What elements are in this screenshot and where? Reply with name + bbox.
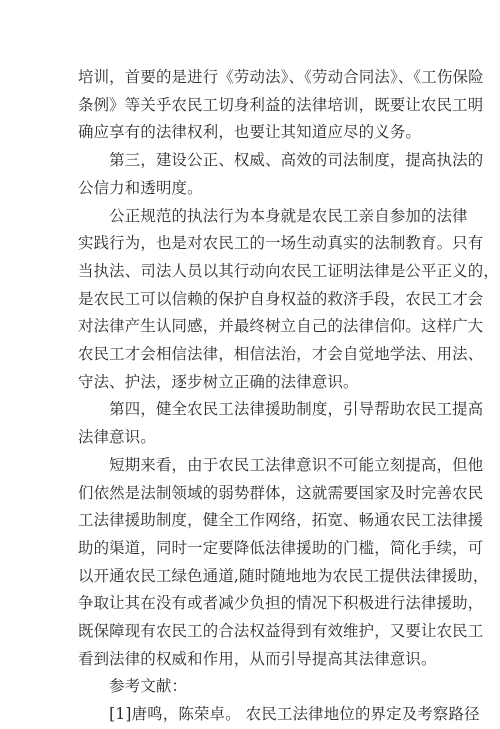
text-line: 守法、护法，逐步树立正确的法律意识。 [78,372,359,391]
paragraph-p6 [78,673,440,701]
text-line: 们依然是法制领域的弱势群体，这就需要国家及时完善农民 [78,483,484,502]
text-line: 当执法、司法人员以其行动向农民工证明法律是公平正义的， [78,261,499,280]
text-line: 对法律产生认同感，并最终树立自己的法律信仰。这样广大 [78,317,484,336]
text-line: 确应享有的法律权利，也要让其知道应尽的义务。 [78,123,421,142]
text-line: 农民工才会相信法律，相信法治，才会自觉地学法、用法、 [78,345,484,364]
text-line: 工法律援助制度，健全工作网络，拓宽、畅通农民工法律援 [78,511,484,530]
text-line: 争取让其在没有或者减少负担的情况下积极进行法律援助， [78,594,484,613]
text-line: 看到法律的权威和作用，从而引导提高其法律意识。 [78,649,437,668]
text-line: 既保障现有农民工的合法权益得到有效维护，又要让农民工 [78,622,484,641]
text-line: 培训，首要的是进行《劳动法》、《劳动合同法》、《工伤保险 [78,68,484,86]
text-line: 第四，健全农民工法律援助制度，引导帮助农民工提高 [78,400,484,419]
paragraph-p7 [78,701,480,729]
text-line: 法律意识。 [78,428,156,447]
document-body [78,64,499,729]
text-line: 助的渠道，同时一定要降低法律援助的门槛，简化手续，可 [78,538,484,557]
paragraph-p3 [78,203,499,397]
paragraph-p5 [78,452,489,674]
text-line: 公信力和透明度。 [78,178,203,197]
text-line: 条例》等关乎农民工切身利益的法律培训，既要让农民工明 [78,95,484,114]
paragraph-p4 [78,396,484,451]
text-line: 实践行为，也是对农民工的一场生动真实的法制教育。只有 [78,234,484,253]
text-line: 短期来看，由于农民工法律意识不可能立刻提高，但他 [78,455,484,474]
text-line: 是农民工可以信赖的保护自身权益的救济手段，农民工才会 [78,289,484,308]
text-line: 第三，建设公正、权威、高效的司法制度，提高执法的 [78,151,484,170]
text-line: 参考文献： [78,677,188,696]
text-line: 以开通农民工绿色通道,随时随地地为农民工提供法律援助， [78,566,489,585]
text-line: [1]唐鸣，陈荣卓。 农民工法律地位的界定及考察路径 [78,705,480,724]
paragraph-p1 [78,64,484,147]
text-line: 公正规范的执法行为本身就是农民工亲自参加的法律 [78,206,468,225]
paragraph-p2 [78,147,484,202]
